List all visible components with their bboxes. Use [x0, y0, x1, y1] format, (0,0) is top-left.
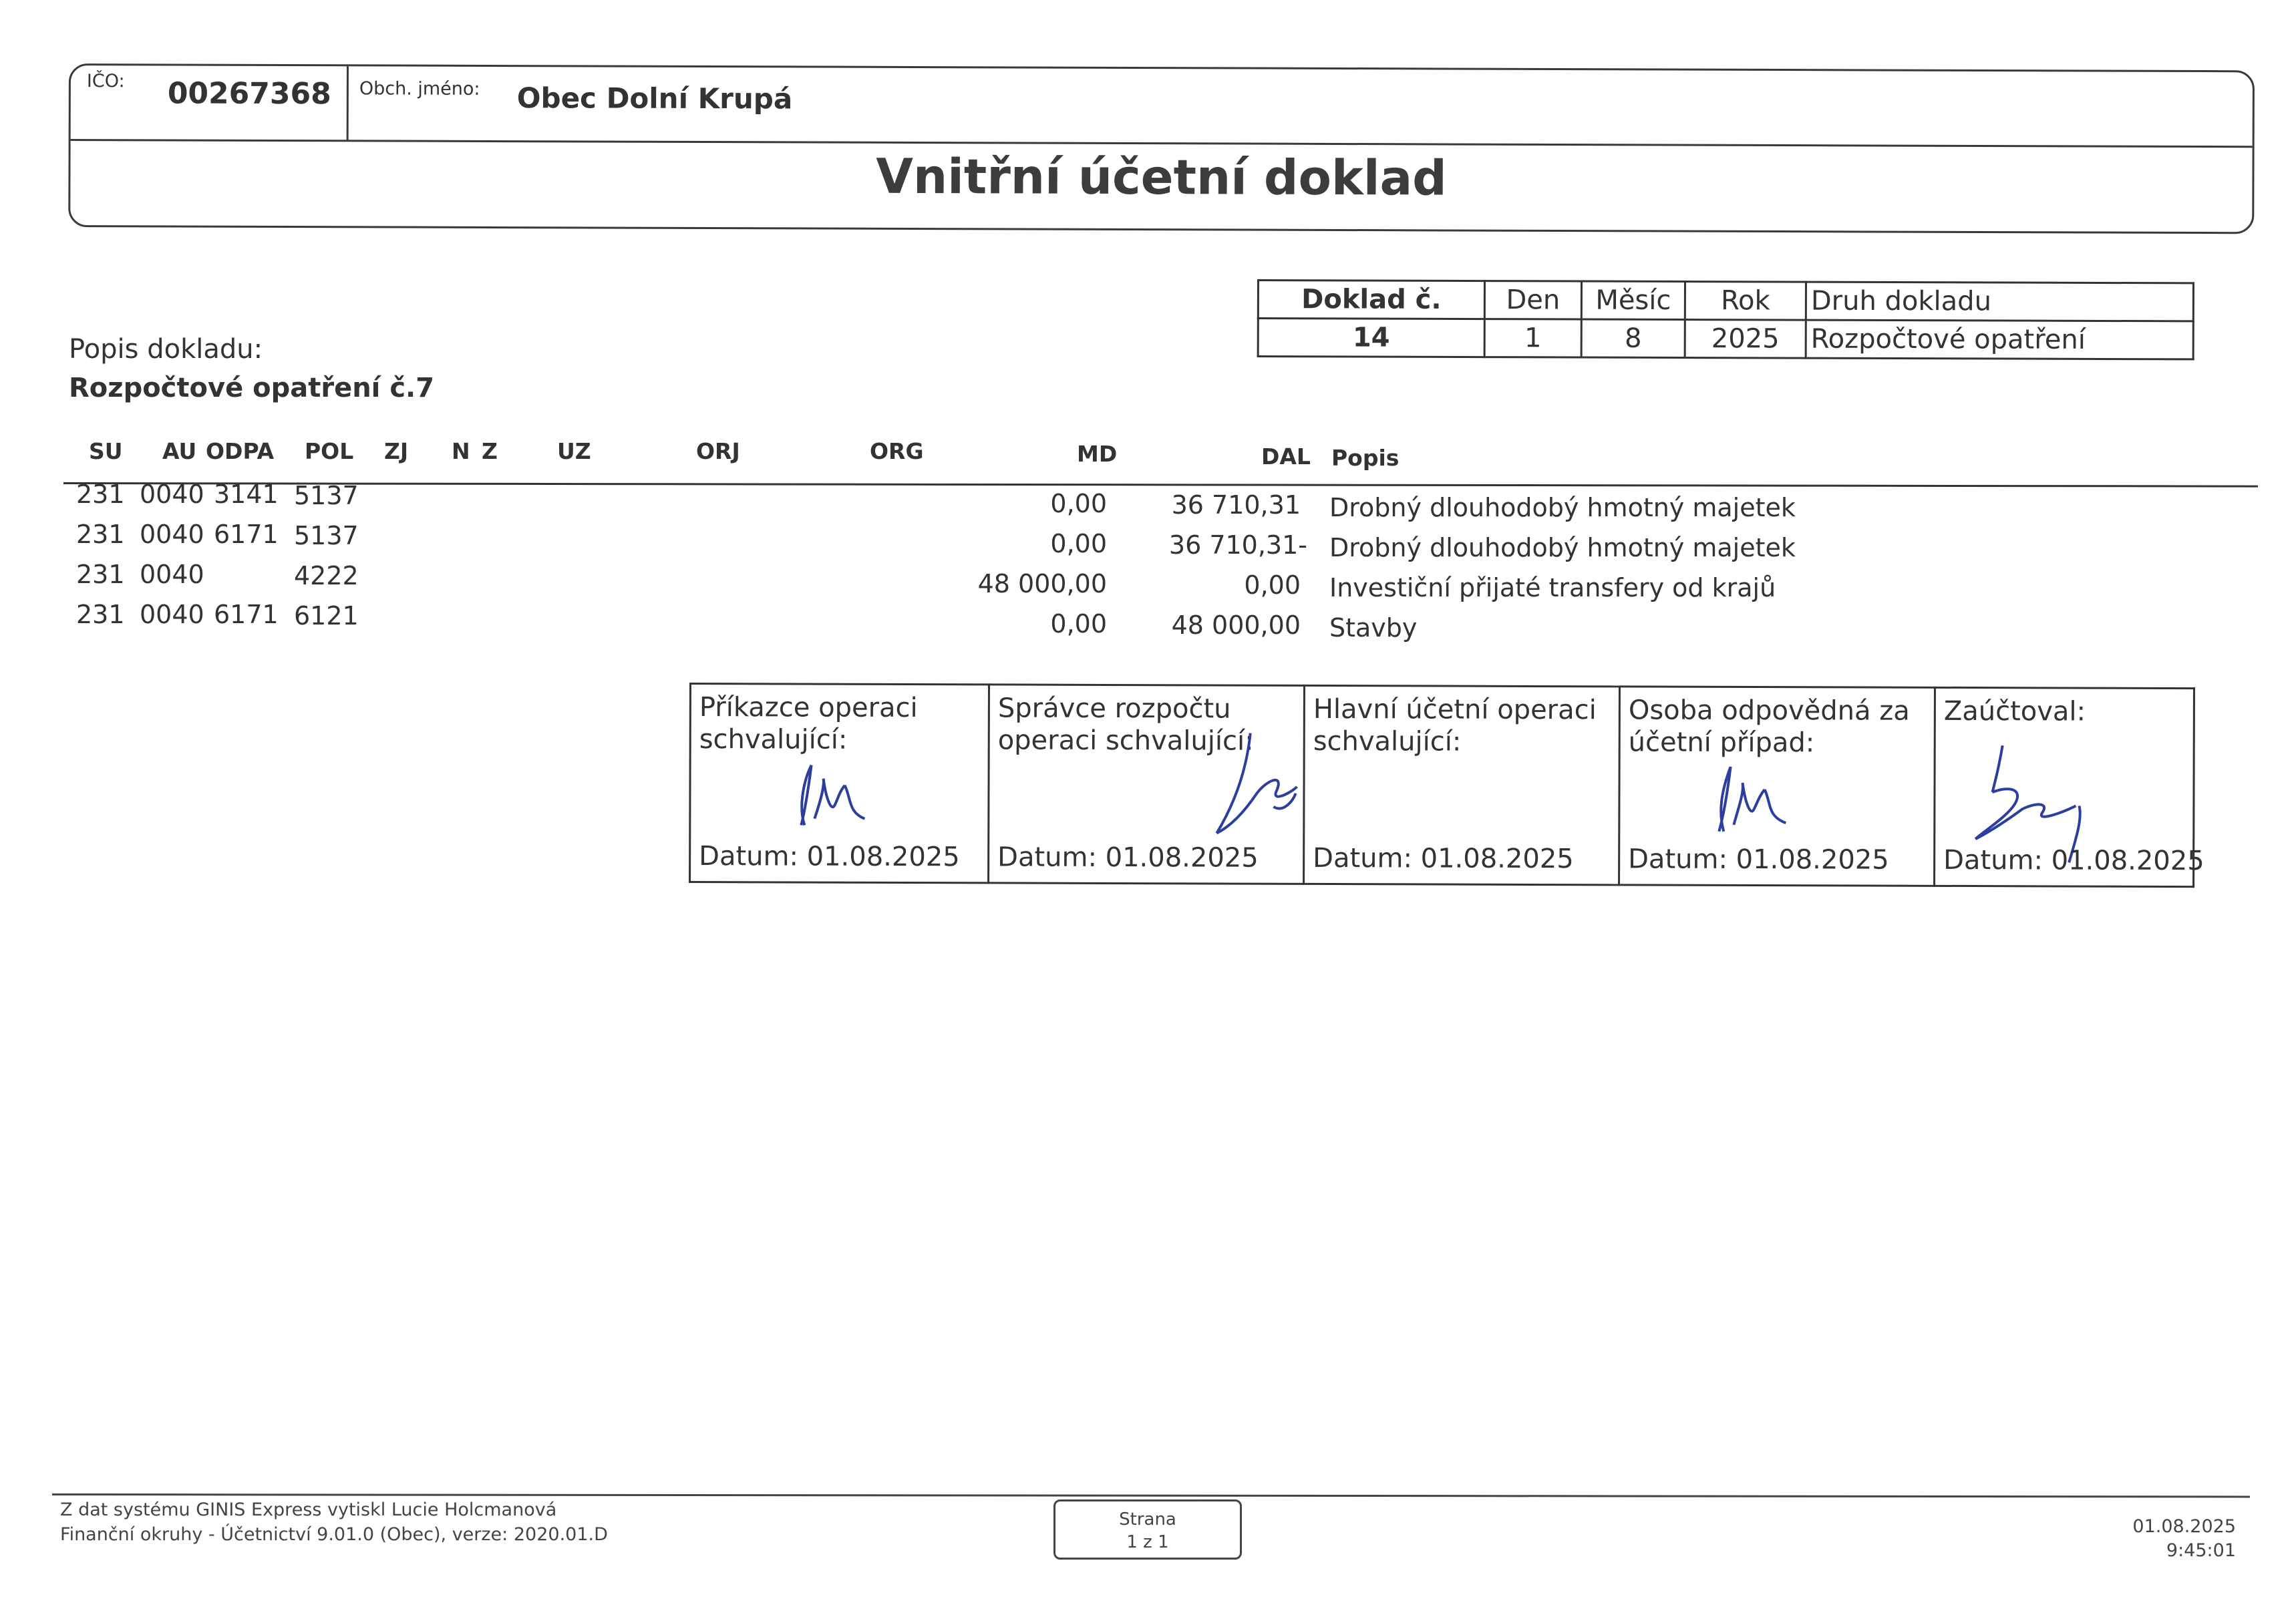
row-su: 231: [76, 600, 125, 629]
footer-printed-by: Z dat systému GINIS Express vytiskl Lucie Holcmanová: [60, 1499, 557, 1520]
info-header-row: [1258, 281, 2193, 321]
header-divider: [347, 66, 349, 140]
signature-label: Správce rozpočtu: [997, 693, 1231, 725]
row-pol: 5137: [294, 521, 359, 550]
col-header-odpa: ODPA: [206, 438, 275, 464]
signature-label: Osoba odpovědná za: [1628, 695, 1910, 727]
year-value: 2025: [1685, 320, 1806, 359]
signature-label: schvalující:: [699, 724, 848, 755]
signature-cell-responsible-person: [1619, 687, 1935, 886]
row-odpa: 6171: [214, 520, 279, 549]
row-pol: 5137: [294, 481, 359, 510]
document-title: Vnitřní účetní doklad: [876, 148, 1447, 206]
row-pol: 6121: [294, 601, 359, 631]
footer-time: 9:45:01: [2166, 1540, 2236, 1561]
signature-cell-approver: [690, 684, 989, 883]
row-md: 0,00: [1050, 609, 1107, 639]
ico-value: 00267368: [167, 76, 331, 112]
signature-date: Datum: 01.08.2025: [1313, 842, 1574, 875]
col-header-orj: ORJ: [696, 438, 740, 464]
row-au: 0040: [140, 600, 204, 629]
row-dal: 36 710,31-: [1168, 530, 1307, 560]
row-au: 0040: [140, 560, 204, 589]
day-header: Den: [1484, 281, 1581, 319]
signature-label: účetní případ:: [1628, 727, 1815, 759]
row-au: 0040: [140, 520, 204, 549]
page-value: 1 z 1: [1126, 1532, 1169, 1552]
document-info-table: [1257, 279, 2194, 360]
col-header-uz: UZ: [557, 438, 591, 464]
page-label: Strana: [1119, 1509, 1176, 1530]
description-label: Popis dokladu:: [69, 334, 263, 365]
col-header-n: N: [452, 438, 470, 464]
row-su: 231: [76, 480, 125, 509]
header-box: [68, 63, 2255, 234]
signature-label: operaci schvalující:: [997, 725, 1254, 757]
signature-date: Datum: 01.08.2025: [1628, 844, 1889, 876]
year-header: Rok: [1685, 282, 1806, 321]
page-indicator: [1053, 1499, 1242, 1560]
handwritten-signature: [784, 758, 871, 832]
month-header: Měsíc: [1581, 281, 1685, 319]
doc-type-value: Rozpočtové opatření: [1806, 320, 2193, 359]
doc-type-header: Druh dokladu: [1806, 282, 2193, 321]
row-md: 48 000,00: [977, 569, 1107, 598]
col-header-au: AU: [162, 438, 197, 464]
col-header-popis: Popis: [1331, 445, 1400, 471]
organization-name: Obec Dolní Krupá: [516, 81, 793, 116]
row-odpa: 6171: [214, 600, 279, 629]
handwritten-signature: [1210, 726, 1304, 840]
row-popis: Stavby: [1329, 613, 1418, 643]
row-su: 231: [76, 520, 125, 549]
col-header-z: Z: [482, 438, 498, 464]
row-dal: 48 000,00: [1171, 610, 1301, 640]
row-popis: Drobný dlouhodobý hmotný majetek: [1329, 493, 1796, 522]
signature-table: [689, 683, 2204, 888]
day-value: 1: [1484, 319, 1581, 357]
col-header-su: SU: [89, 438, 123, 464]
col-header-org: ORG: [870, 438, 924, 464]
signature-cell-budget-manager: [989, 685, 1305, 884]
row-popis: Investiční přijaté transfery od krajů: [1329, 573, 1776, 602]
col-header-md: MD: [1077, 441, 1118, 467]
col-header-pol: POL: [305, 438, 354, 464]
month-value: 8: [1581, 319, 1685, 357]
doc-number-value: 14: [1258, 319, 1484, 357]
row-md: 0,00: [1050, 489, 1107, 518]
row-su: 231: [76, 560, 125, 589]
row-pol: 4222: [294, 561, 359, 590]
signature-label: Příkazce operaci: [699, 692, 918, 724]
footer-date: 01.08.2025: [2132, 1516, 2236, 1537]
footer-system-info: Finanční okruhy - Účetnictví 9.01.0 (Obec), verze: 2020.01.D: [60, 1524, 608, 1545]
signature-label: schvalující:: [1313, 725, 1462, 757]
info-value-row: [1258, 319, 2193, 359]
handwritten-signature: [1700, 761, 1794, 835]
signature-cell-posted-by: [1935, 687, 2204, 886]
signature-date: Datum: 01.08.2025: [997, 842, 1259, 874]
col-header-zj: ZJ: [384, 438, 409, 464]
ico-label: IČO:: [86, 71, 125, 92]
doc-number-header: Doklad č.: [1258, 281, 1484, 319]
row-popis: Drobný dlouhodobý hmotný majetek: [1329, 533, 1796, 562]
signature-cell-chief-accountant: [1304, 685, 1620, 884]
col-header-dal: DAL: [1261, 443, 1311, 470]
signature-label: Hlavní účetní operaci: [1313, 693, 1597, 726]
row-odpa: 3141: [214, 480, 279, 509]
signature-label: Zaúčtoval:: [1943, 695, 2086, 727]
description-value: Rozpočtové opatření č.7: [69, 373, 435, 403]
column-header-rule: [63, 482, 2258, 488]
signature-date: Datum: 01.08.2025: [699, 841, 960, 873]
row-au: 0040: [140, 480, 204, 509]
row-dal: 36 710,31: [1171, 490, 1301, 520]
row-md: 0,00: [1050, 529, 1107, 558]
footer-rule: [52, 1493, 2250, 1497]
row-dal: 0,00: [1244, 570, 1301, 600]
name-label: Obch. jméno:: [359, 78, 480, 100]
signature-date: Datum: 01.08.2025: [1943, 844, 2204, 877]
